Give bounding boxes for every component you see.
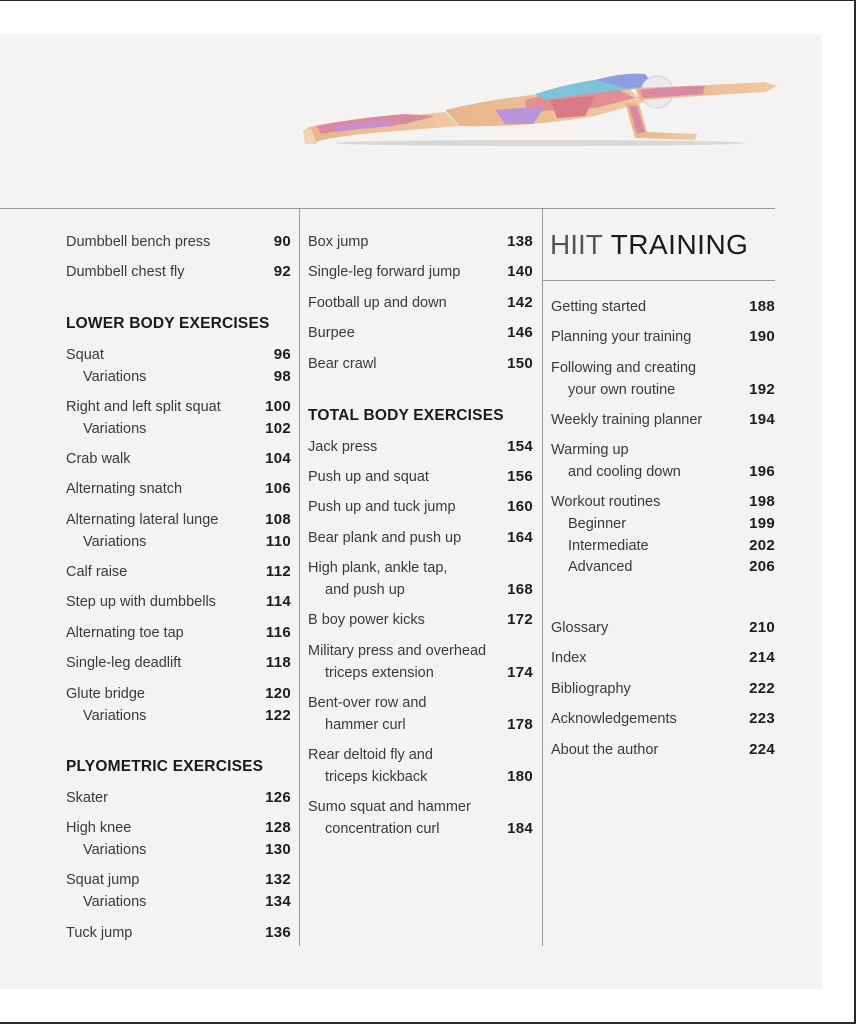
entry-title: Alternating lateral lunge: [66, 512, 219, 528]
page-number: 199: [749, 515, 775, 532]
subentry-title: Advanced: [568, 559, 633, 575]
subentry-title: Variations: [83, 842, 147, 858]
entry-title: Glossary: [551, 620, 609, 636]
page-number: 198: [749, 493, 775, 510]
heading-light: HIIT: [550, 229, 603, 260]
page-number: 156: [507, 468, 533, 485]
toc-entry[interactable]: [308, 527, 533, 549]
toc-entry[interactable]: [66, 817, 291, 839]
page-number: 96: [273, 346, 291, 363]
entry-title: Bear crawl: [308, 356, 377, 372]
page-number: 150: [507, 355, 533, 372]
entry-title: Push up and tuck jump: [308, 499, 456, 515]
entry-title: Single-leg forward jump: [308, 264, 461, 280]
page-number: 136: [265, 924, 291, 941]
toc-entry[interactable]: [308, 557, 533, 601]
toc-subentry[interactable]: [66, 531, 291, 553]
page-number: 196: [749, 463, 775, 480]
entry-title-continued: and push up: [325, 582, 405, 598]
toc-subentry[interactable]: [551, 513, 775, 535]
toc-entry[interactable]: [308, 640, 533, 684]
entry-title: Calf raise: [66, 564, 128, 580]
toc-entry[interactable]: [66, 591, 291, 613]
entry-title: Bibliography: [551, 681, 631, 697]
entry-title: Crab walk: [66, 451, 131, 467]
page-number: 178: [507, 716, 533, 733]
entry-title-continued: hammer curl: [325, 717, 406, 733]
column-divider-2: [542, 208, 543, 946]
entry-title: Right and left split squat: [66, 399, 221, 415]
page-number: 172: [507, 611, 533, 628]
entry-title: Following and creating: [551, 360, 697, 376]
entry-title: Step up with dumbbells: [66, 594, 216, 610]
toc-entry[interactable]: [66, 683, 291, 705]
entry-title: Glute bridge: [66, 686, 145, 702]
column-divider-1: [299, 208, 300, 946]
entry-title: Jack press: [308, 439, 378, 455]
page-number: 223: [749, 710, 775, 727]
subentry-title: Variations: [83, 534, 147, 550]
toc-subentry[interactable]: [66, 839, 291, 861]
page-number: 184: [507, 820, 533, 837]
page-number: 132: [265, 871, 291, 888]
page-number: 214: [749, 649, 775, 666]
toc-entry[interactable]: [308, 692, 533, 736]
page-number: 168: [507, 581, 533, 598]
page-number: 110: [265, 533, 291, 550]
toc-entry[interactable]: [308, 292, 533, 314]
entry-title: Getting started: [551, 299, 647, 315]
page-number: 134: [265, 893, 291, 910]
page-number: 160: [507, 498, 533, 515]
toc-entry[interactable]: [308, 322, 533, 344]
page-number: 190: [749, 328, 775, 345]
entry-title: High knee: [66, 820, 132, 836]
entry-title-continued: triceps extension: [325, 665, 434, 681]
toc-entry[interactable]: [66, 622, 291, 644]
page-number: 174: [507, 664, 533, 681]
page-number: 116: [265, 624, 291, 641]
section-heading-lower-body: LOWER BODY EXERCISES: [66, 315, 270, 332]
toc-subentry[interactable]: [66, 891, 291, 913]
page-number: 222: [749, 680, 775, 697]
entry-title-continued: your own routine: [568, 382, 676, 398]
entry-title: Alternating toe tap: [66, 625, 184, 641]
toc-entry[interactable]: [66, 509, 291, 531]
section-heading-plyometric: PLYOMETRIC EXERCISES: [66, 758, 264, 775]
entry-title: About the author: [551, 742, 659, 758]
toc-entry[interactable]: [66, 261, 291, 283]
toc-entry[interactable]: [308, 796, 533, 840]
page-number: 120: [265, 685, 291, 702]
page-number: 130: [265, 841, 291, 858]
toc-entry[interactable]: [66, 922, 291, 944]
entry-title: Workout routines: [551, 494, 661, 510]
page-number: 140: [507, 263, 533, 280]
entry-title: Squat: [66, 347, 104, 363]
page-number: 194: [749, 411, 775, 428]
toc-entry[interactable]: [66, 448, 291, 470]
toc-entry[interactable]: [308, 496, 533, 518]
subentry-title: Beginner: [568, 516, 627, 532]
page-number: 202: [749, 537, 775, 554]
page-number: 128: [265, 819, 291, 836]
page-number: 106: [265, 480, 291, 497]
toc-entry[interactable]: [551, 326, 775, 348]
page-number: 180: [507, 768, 533, 785]
entry-title: High plank, ankle tap,: [308, 560, 448, 576]
page-number: 224: [749, 741, 775, 758]
toc-subentry[interactable]: [551, 556, 775, 578]
entry-title-continued: and cooling down: [568, 464, 681, 480]
page-number: 92: [273, 263, 291, 280]
entry-title: Tuck jump: [66, 925, 133, 941]
toc-entry[interactable]: [551, 296, 775, 318]
page-number: 154: [507, 438, 533, 455]
page-number: 118: [265, 654, 291, 671]
entry-title: Bent-over row and: [308, 695, 427, 711]
subentry-title: Variations: [83, 894, 147, 910]
page-number: 114: [265, 593, 291, 610]
entry-title: Planning your training: [551, 329, 692, 345]
toc-entry[interactable]: [308, 466, 533, 488]
toc-entry[interactable]: [66, 787, 291, 809]
toc-entry[interactable]: [308, 609, 533, 631]
toc-entry[interactable]: [66, 561, 291, 583]
toc-column-1: [66, 0, 291, 1024]
entry-title: Skater: [66, 790, 108, 806]
subentry-title: Variations: [83, 421, 147, 437]
entry-title: Squat jump: [66, 872, 140, 888]
page-number: 100: [265, 398, 291, 415]
entry-title: Box jump: [308, 234, 369, 250]
toc-entry[interactable]: [66, 344, 291, 366]
toc-entry[interactable]: [308, 353, 533, 375]
heading-bold: TRAINING: [610, 229, 749, 260]
page-number: 142: [507, 294, 533, 311]
subentry-title: Intermediate: [568, 538, 649, 554]
toc-entry[interactable]: [551, 357, 775, 401]
toc-entry[interactable]: [551, 739, 775, 761]
toc-entry[interactable]: [551, 678, 775, 700]
subentry-title: Variations: [83, 708, 147, 724]
toc-entry[interactable]: [66, 396, 291, 418]
page-number: 192: [749, 381, 775, 398]
entry-title: Dumbbell chest fly: [66, 264, 185, 280]
page-number: 108: [265, 511, 291, 528]
page-number: 138: [507, 233, 533, 250]
toc-column-3: [551, 0, 775, 1024]
entry-title: Alternating snatch: [66, 481, 183, 497]
entry-title: Acknowledgements: [551, 711, 677, 727]
entry-title: Bear plank and push up: [308, 530, 462, 546]
page-number: 126: [265, 789, 291, 806]
page-number: 102: [265, 420, 291, 437]
page-number: 210: [749, 619, 775, 636]
toc-entry[interactable]: [308, 436, 533, 458]
page-number: 206: [749, 558, 775, 575]
toc-entry[interactable]: [66, 478, 291, 500]
entry-title: Football up and down: [308, 295, 447, 311]
toc-subentry[interactable]: [66, 418, 291, 440]
entry-title: Index: [551, 650, 587, 666]
toc-subentry[interactable]: [66, 366, 291, 388]
toc-entry[interactable]: [551, 409, 775, 431]
toc-entry[interactable]: [308, 744, 533, 788]
toc-entry[interactable]: [551, 491, 775, 513]
toc-entry[interactable]: [551, 617, 775, 639]
toc-column-2: [308, 0, 533, 1024]
toc-entry[interactable]: [551, 647, 775, 669]
entry-title: Rear deltoid fly and: [308, 747, 433, 763]
page-number: 90: [273, 233, 291, 250]
page-number: 164: [507, 529, 533, 546]
toc-entry[interactable]: [66, 869, 291, 891]
page-number: 122: [265, 707, 291, 724]
page-number: 112: [265, 563, 291, 580]
section-heading-total-body: TOTAL BODY EXERCISES: [308, 407, 504, 424]
entry-title: Dumbbell bench press: [66, 234, 211, 250]
page-number: 104: [265, 450, 291, 467]
entry-title: Warming up: [551, 442, 629, 458]
subentry-title: Variations: [83, 369, 147, 385]
entry-title: Push up and squat: [308, 469, 429, 485]
entry-title: Sumo squat and hammer: [308, 799, 471, 815]
entry-title-continued: concentration curl: [325, 821, 440, 837]
toc-entry[interactable]: [66, 231, 291, 253]
toc-entry[interactable]: [551, 708, 775, 730]
page-number: 188: [749, 298, 775, 315]
page-number: 146: [507, 324, 533, 341]
entry-title: Single-leg deadlift: [66, 655, 182, 671]
entry-title-continued: triceps kickback: [325, 769, 428, 785]
toc-subentry[interactable]: [551, 535, 775, 557]
toc-entry[interactable]: [66, 652, 291, 674]
toc-subentry[interactable]: [66, 705, 291, 727]
toc-entry[interactable]: [551, 439, 775, 483]
entry-title: Burpee: [308, 325, 355, 341]
entry-title: B boy power kicks: [308, 612, 425, 628]
entry-title: Weekly training planner: [551, 412, 703, 428]
entry-title: Military press and overhead: [308, 643, 487, 659]
page-number: 98: [273, 368, 291, 385]
toc-entry[interactable]: [308, 231, 533, 253]
toc-entry[interactable]: [308, 261, 533, 283]
